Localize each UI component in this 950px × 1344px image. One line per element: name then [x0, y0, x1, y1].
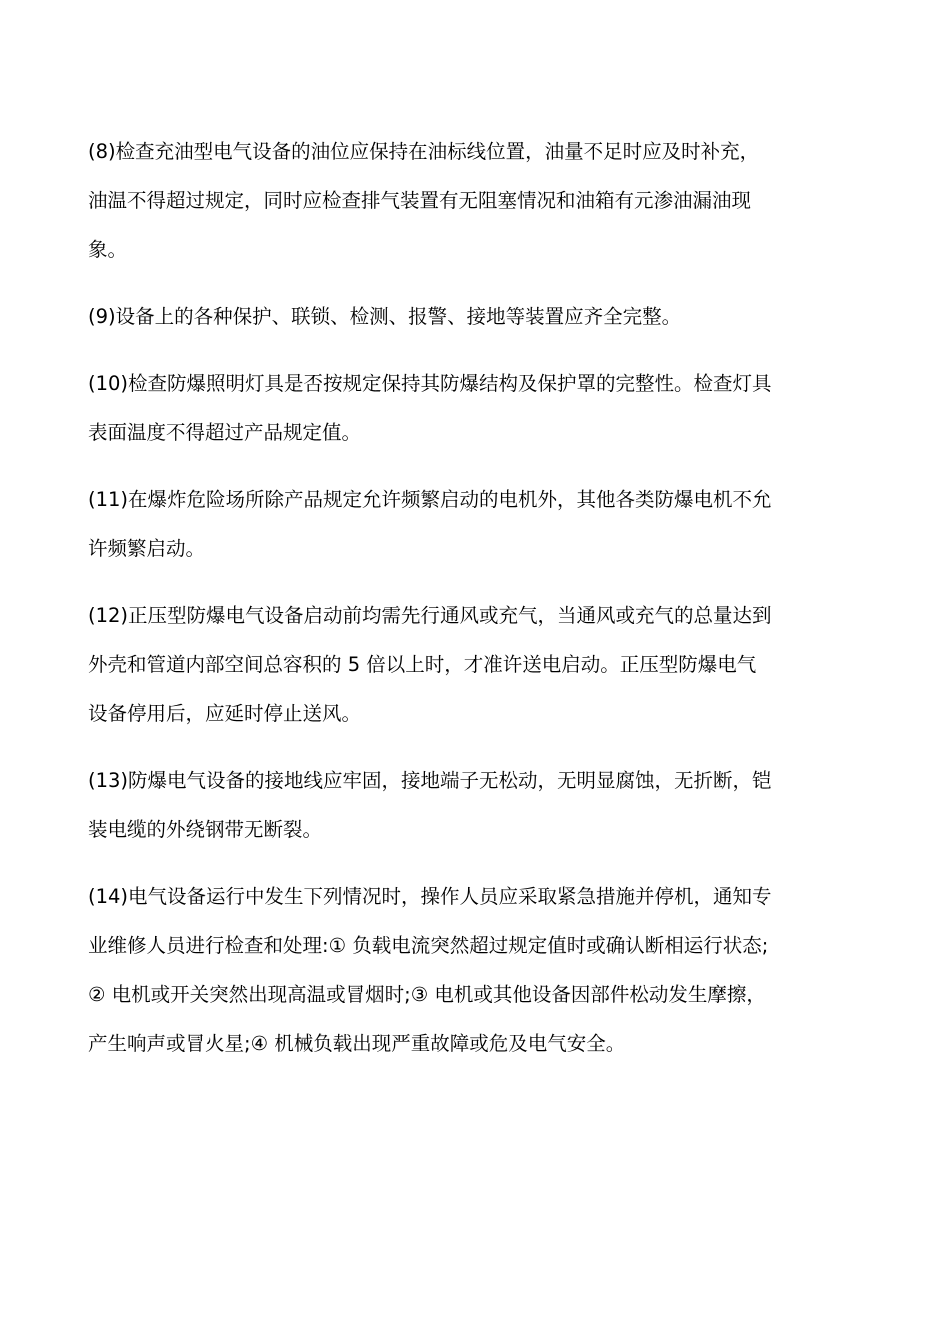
paragraph-line: 许频繁启动。	[88, 537, 206, 560]
paragraph-line: 产生响声或冒火星;④ 机械负载出现严重故障或危及电气安全。	[88, 1032, 626, 1055]
paragraph-line: (12)正压型防爆电气设备启动前均需先行通风或充气，当通风或充气的总量达到	[88, 604, 772, 627]
paragraph-14	[88, 872, 863, 1068]
paragraph-13	[88, 756, 863, 854]
paragraph-line: 装电缆的外绕钢带无断裂。	[88, 818, 323, 841]
paragraph-8	[88, 127, 863, 274]
paragraph-line: (8)检查充油型电气设备的油位应保持在油标线位置，油量不足时应及时补充，	[88, 140, 760, 163]
paragraph-12	[88, 591, 863, 738]
paragraph-10	[88, 359, 863, 457]
paragraph-line: (10)检查防爆照明灯具是否按规定保持其防爆结构及保护罩的完整性。检查灯具	[88, 372, 772, 395]
paragraph-line: 外壳和管道内部空间总容积的 5 倍以上时，才准许送电启动。正压型防爆电气	[88, 653, 757, 676]
paragraph-line: (11)在爆炸危险场所除产品规定允许频繁启动的电机外，其他各类防爆电机不允	[88, 488, 772, 511]
paragraph-line: (13)防爆电气设备的接地线应牢固，接地端子无松动，无明显腐蚀，无折断，铠	[88, 769, 772, 792]
paragraph-line: (14)电气设备运行中发生下列情况时，操作人员应采取紧急措施并停机，通知专	[88, 885, 772, 908]
paragraph-line: 油温不得超过规定，同时应检查排气装置有无阻塞情况和油箱有元渗油漏油现	[88, 189, 752, 212]
document-body	[88, 127, 863, 1086]
paragraph-11	[88, 475, 863, 573]
paragraph-line: ② 电机或开关突然出现高温或冒烟时;③ 电机或其他设备因部件松动发生摩擦，	[88, 983, 766, 1006]
paragraph-9	[88, 292, 863, 341]
paragraph-line: 业维修人员进行检查和处理:① 负载电流突然超过规定值时或确认断相运行状态;	[88, 934, 769, 957]
paragraph-line: (9)设备上的各种保护、联锁、检测、报警、接地等装置应齐全完整。	[88, 305, 682, 328]
paragraph-line: 设备停用后，应延时停止送风。	[88, 702, 362, 725]
paragraph-line: 象。	[88, 238, 128, 261]
paragraph-line: 表面温度不得超过产品规定值。	[88, 421, 362, 444]
